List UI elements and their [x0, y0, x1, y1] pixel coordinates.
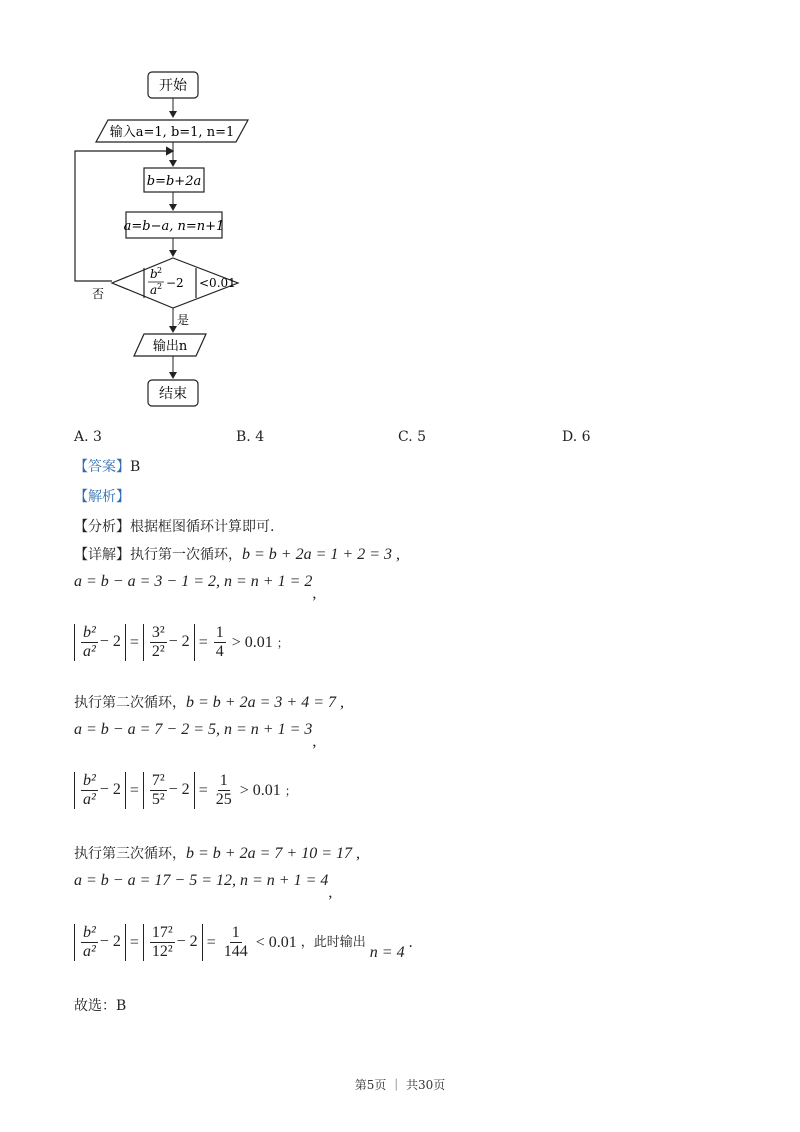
flow-output-text: 输出n [152, 339, 188, 354]
line7: 执行第三次循环，b = b + 2a = 7 + 10 = 17 , [74, 845, 360, 862]
line3-fraction-eq: $\frac{\text{b²}}{\text{a²}}$ − 2 = $\frac{\text{3²}}{\text{2²}}$ − 2 = $\frac{1}{4}$ > 0.01 ； [74, 624, 289, 661]
xiangjie-tag: 【详解】 [74, 547, 130, 563]
line9-fraction-eq: $\frac{\text{b²}}{\text{a²}}$ − 2 = $\frac{\text{17²}}{\text{12²}}$ − 2 = $\frac{1}{144}$ < 0.01 ，此时输出 n = 4 . [74, 924, 413, 961]
svg-text:2: 2 [157, 282, 163, 291]
flow-no-label: 否 [92, 287, 105, 301]
flow-step1-text: b=b+2a [146, 174, 202, 189]
flow-start-text: 开始 [159, 78, 187, 94]
option-a[interactable]: A. 3 [74, 429, 102, 445]
line6-fraction-eq: $\frac{\text{b²}}{\text{a²}}$ − 2 = $\frac{\text{7²}}{\text{5²}}$ − 2 = $\frac{1}{25}$ > 0.01 ； [74, 772, 297, 809]
line2-equation: a = b − a = 3 − 1 = 2, n = n + 1 = 2 [74, 573, 313, 590]
option-c[interactable]: C. 5 [398, 429, 427, 445]
line2: a = b − a = 3 − 1 = 2, n = n + 1 = 2, [74, 573, 317, 602]
line8: a = b − a = 17 − 5 = 12, n = n + 1 = 4, [74, 872, 333, 901]
flow-cond-tail: −2 [166, 276, 184, 290]
flowchart [60, 62, 260, 412]
line4: 执行第二次循环，b = b + 2a = 3 + 4 = 7 , [74, 694, 344, 711]
xiangjie-text: 执行第一次循环， [130, 547, 242, 563]
flow-yes-label: 是 [177, 313, 190, 327]
answer-line [74, 457, 140, 477]
flow-cond-num: b [150, 267, 158, 281]
line5: a = b − a = 7 − 2 = 5, n = n + 1 = 3, [74, 721, 317, 750]
answer-tag: 【答案】 [74, 459, 130, 475]
fenxi-line [74, 517, 274, 537]
flow-step2-text: a=b−a, n=n+1 [123, 219, 225, 234]
xiangjie-line [74, 545, 400, 565]
flow-end-text: 结束 [159, 386, 187, 402]
conclusion: 故选：B [74, 998, 127, 1014]
flow-cond-den: a [150, 283, 158, 297]
option-b[interactable]: B. 4 [236, 429, 265, 445]
fenxi-tag: 【分析】 [74, 519, 130, 535]
flow-input-text: 输入a=1, b=1, n=1 [109, 125, 235, 140]
svg-text:2: 2 [157, 266, 163, 275]
flow-cond-rhs: <0.01 [199, 276, 236, 290]
fenxi-text: 根据框图循环计算即可. [130, 519, 275, 535]
option-d[interactable]: D. 6 [562, 429, 591, 445]
line1-equation: b = b + 2a = 1 + 2 = 3 , [242, 546, 400, 563]
analysis-tag: 【解析】 [74, 489, 130, 505]
answer-value: B [130, 459, 141, 475]
page-footer: 第5页 ｜ 共30页 [354, 1078, 446, 1092]
